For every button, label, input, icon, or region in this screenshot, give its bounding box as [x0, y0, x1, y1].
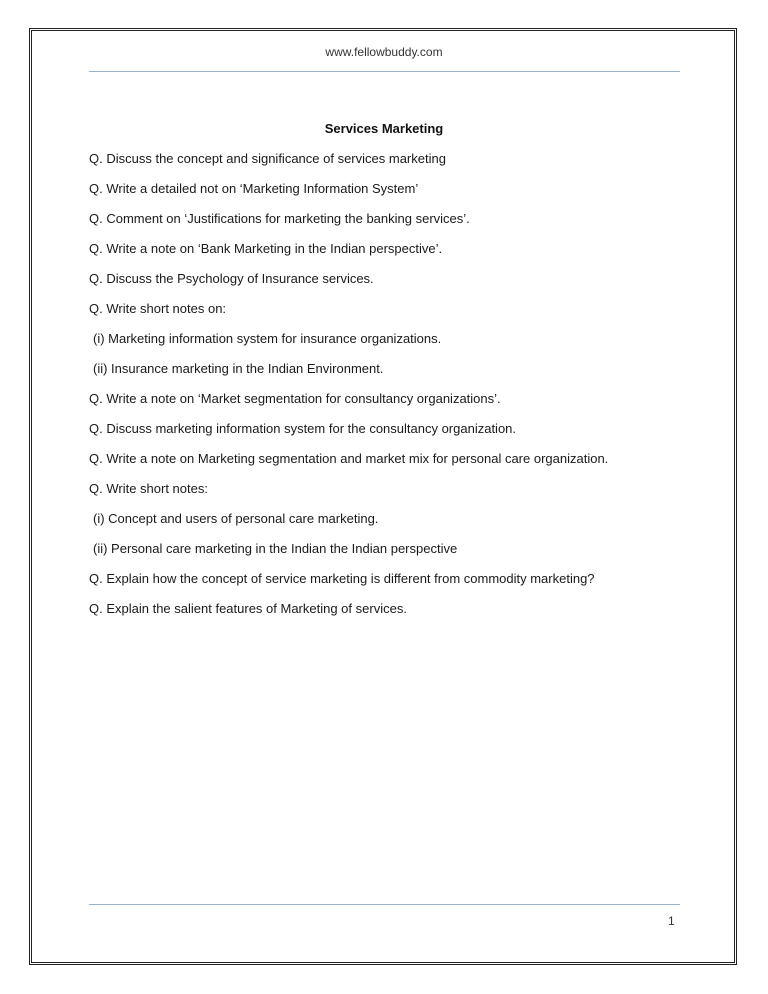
question-line: Q. Discuss the Psychology of Insurance services.	[89, 271, 374, 286]
question-line: Q. Write short notes on:	[89, 301, 227, 316]
page-number: 1	[668, 914, 675, 928]
header-url: www.fellowbuddy.com	[325, 45, 443, 59]
question-line: Q. Write a detailed not on ‘Marketing Information System’	[89, 181, 419, 196]
question-line: Q. Write a note on ‘Market segmentation for consultancy organizations’.	[89, 391, 501, 406]
question-list	[89, 150, 689, 630]
question-line: Q. Write short notes:	[89, 481, 208, 496]
question-line: Q. Discuss marketing information system for the consultancy organization.	[89, 421, 517, 436]
question-line: Q. Discuss the concept and significance of services marketing	[89, 151, 446, 166]
sub-item-line: (ii) Personal care marketing in the Indian the Indian perspective	[93, 541, 458, 556]
sub-item-line: (ii) Insurance marketing in the Indian Environment.	[93, 361, 384, 376]
question-line: Q. Comment on ‘Justifications for marketing the banking services’.	[89, 211, 470, 226]
header-divider	[89, 71, 680, 72]
footer-divider	[89, 904, 680, 905]
question-line: Q. Write a note on Marketing segmentation and market mix for personal care organization.	[89, 451, 609, 466]
question-line: Q. Explain how the concept of service marketing is different from commodity marketing?	[89, 571, 595, 586]
question-line: Q. Explain the salient features of Marketing of services.	[89, 601, 407, 616]
sub-item-line: (i) Concept and users of personal care marketing.	[93, 511, 379, 526]
document-title: Services Marketing	[324, 121, 444, 136]
sub-item-line: (i) Marketing information system for insurance organizations.	[93, 331, 442, 346]
question-line: Q. Write a note on ‘Bank Marketing in the Indian perspective’.	[89, 241, 443, 256]
